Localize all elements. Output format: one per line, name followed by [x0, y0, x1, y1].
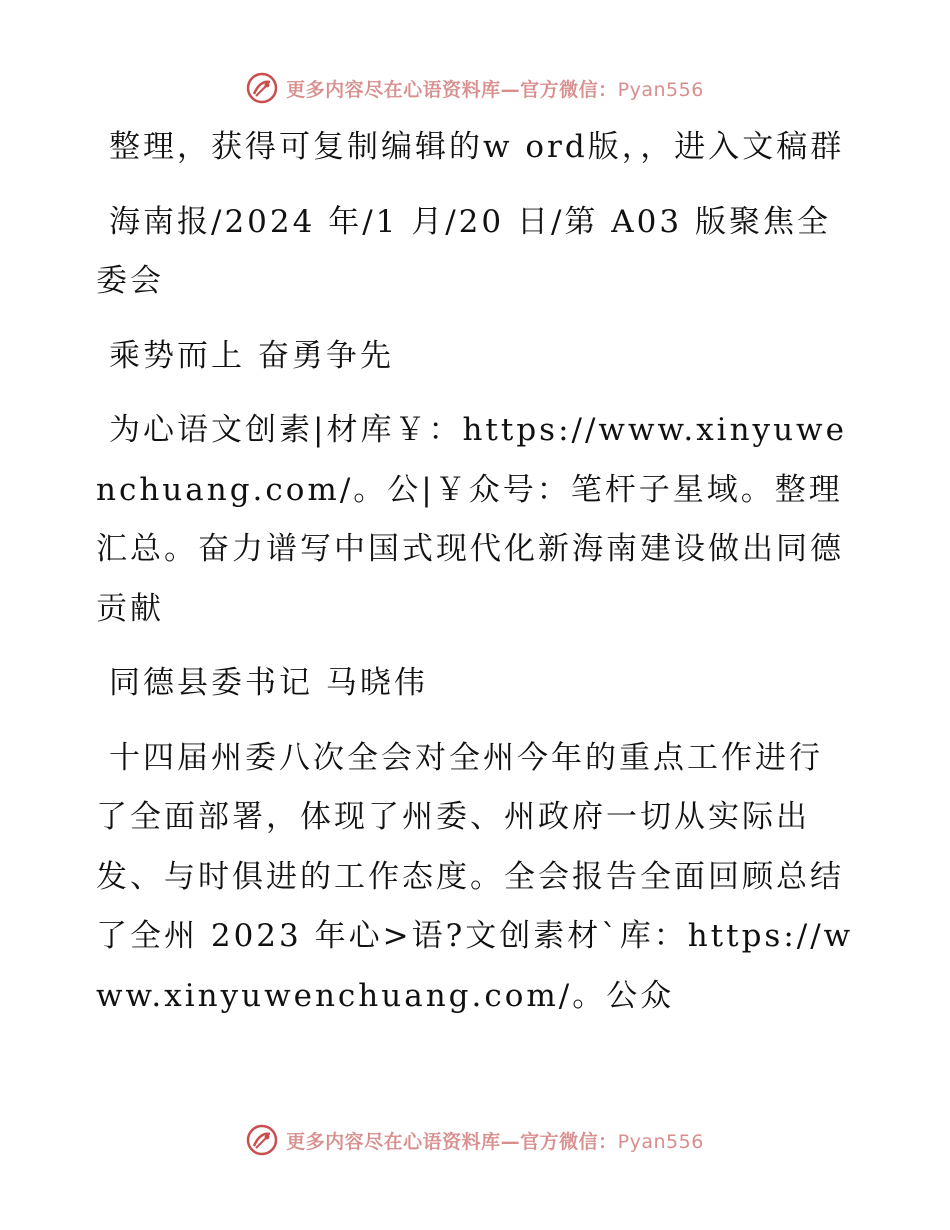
watermark-text: 更多内容尽在心语资料库—官方微信：Pyan556 [286, 78, 704, 101]
watermark-text: 更多内容尽在心语资料库—官方微信：Pyan556 [286, 1130, 704, 1153]
paragraph-title: 乘势而上 奋勇争先 [109, 337, 394, 374]
paragraph-body: 十四届州委八次全会对全州今年的重点工作进行了全面部署，体现了州委、州政府一切从实际出发、与时俱进的工作态度。全会报告全面回顾总结了全州 2023 年心>语?文创素材`库：https://www.xinyuwenchuang.com/。公众 [96, 739, 854, 1014]
brand-logo-icon [246, 1124, 278, 1156]
paragraph-subtitle: 为心语文创素|材库￥：https://www.xinyuwenchuang.com/。公|￥众号：笔杆子星域。整理汇总。奋力谱写中国式现代化新海南建设做出同德贡献 [96, 412, 847, 627]
document-body [96, 118, 856, 1041]
paragraph-author: 同德县委书记 马晓伟 [109, 665, 428, 701]
brand-logo-icon [246, 72, 278, 104]
footer-watermark [0, 1120, 950, 1160]
paragraph-source: 海南报/2024 年/1 月/20 日/第 A03 版聚焦全委会 [96, 203, 831, 299]
paragraph-intro: 整理，获得可复制编辑的w ord版，，进入文稿群 [109, 129, 845, 165]
header-watermark [0, 68, 950, 108]
